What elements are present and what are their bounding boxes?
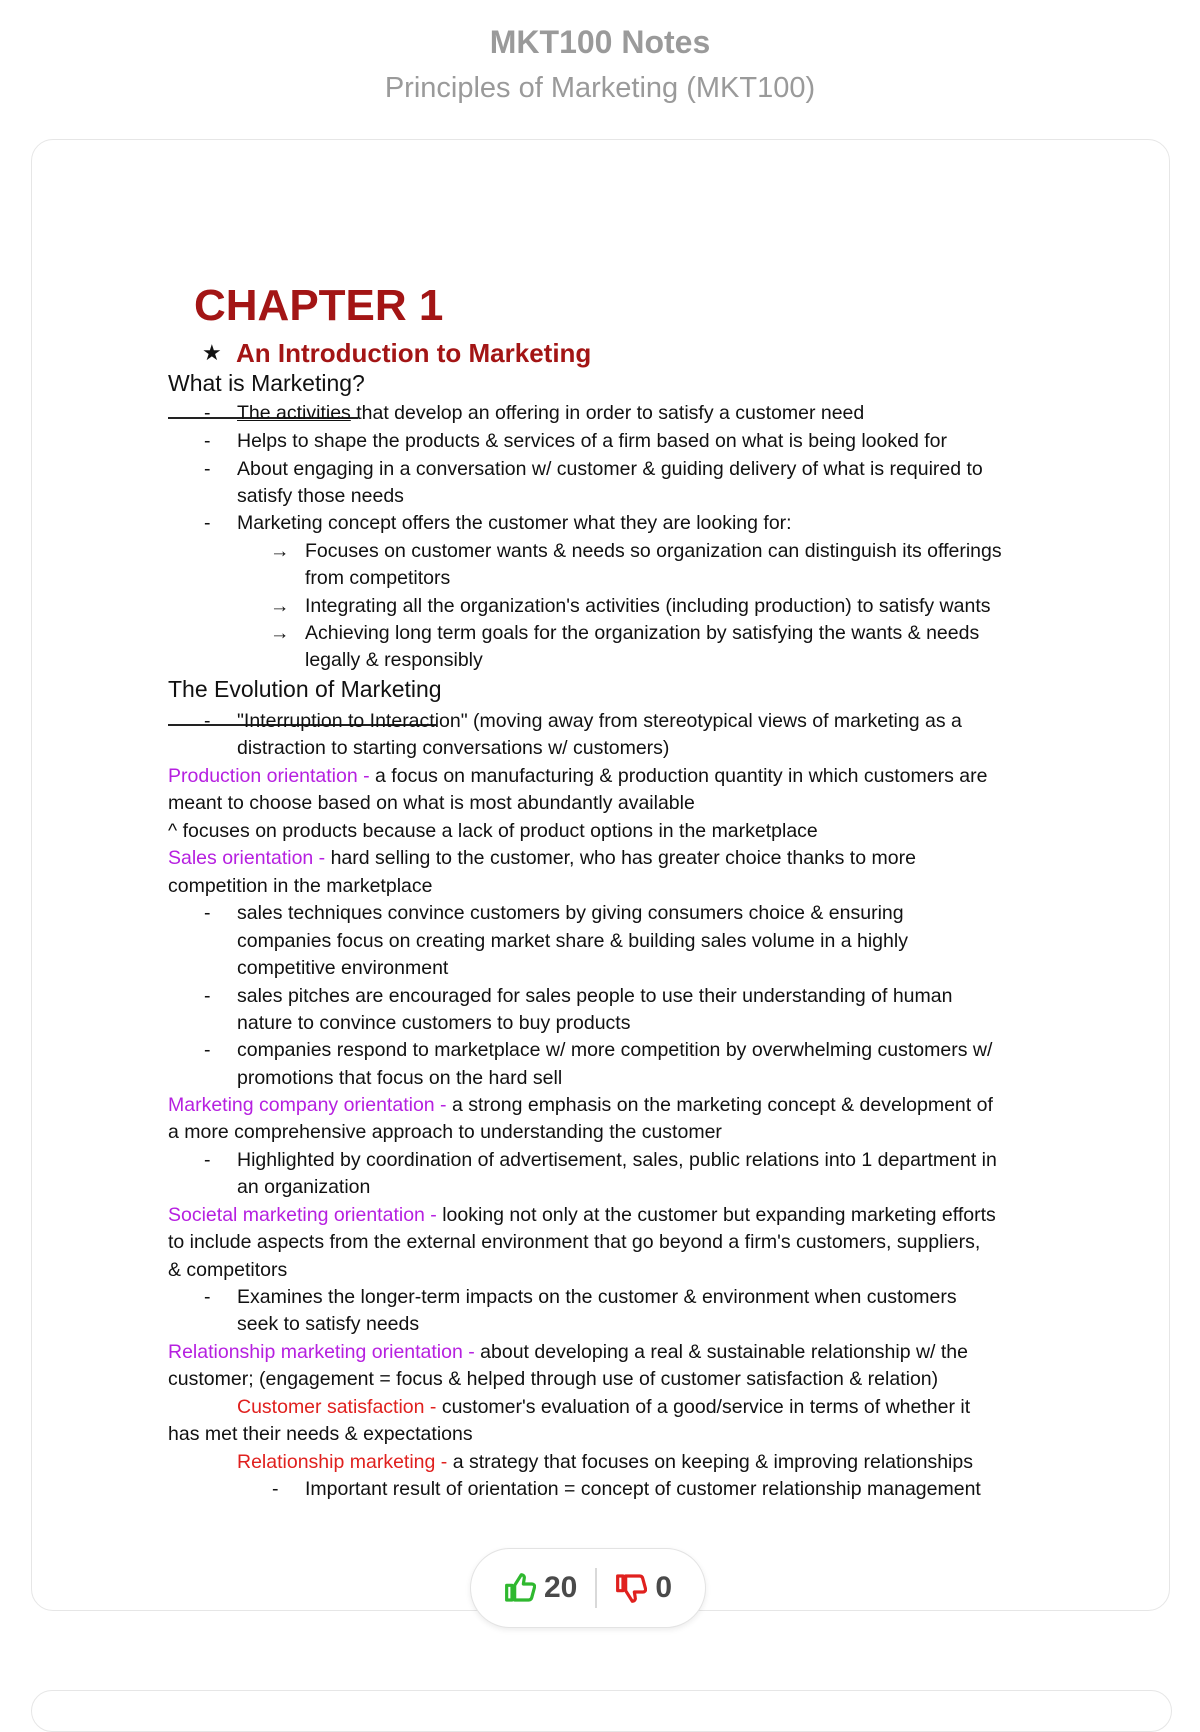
vote-widget <box>470 1548 706 1628</box>
list-item: - Helps to shape the products & services of a firm based on what is being looked for <box>237 428 947 456</box>
definition-continuation: competition in the marketplace <box>168 875 433 897</box>
list-item-continuation: distraction to starting conversations w/ customers) <box>237 737 670 759</box>
next-page-card <box>31 1690 1172 1732</box>
dash-bullet: - <box>204 458 211 480</box>
arrow-list-item-continuation: from competitors <box>305 567 451 589</box>
dash-bullet: - <box>204 1149 211 1171</box>
definition-sales-orientation: Sales orientation - hard selling to the customer, who has greater choice thanks to more <box>168 847 916 869</box>
arrow-right-icon: → <box>270 595 290 617</box>
list-item: - companies respond to marketplace w/ more competition by overwhelming customers w/ <box>237 1037 992 1065</box>
dash-bullet: - <box>204 1039 211 1061</box>
definition-marketing-company-orientation: Marketing company orientation - a strong emphasis on the marketing concept & development of <box>168 1094 993 1116</box>
upvote-button[interactable] <box>504 1571 577 1605</box>
downvote-count: 0 <box>655 1571 673 1604</box>
arrow-right-icon: → <box>270 540 290 562</box>
arrow-list-item: → Focuses on customer wants & needs so organization can distinguish its offerings <box>305 538 1002 566</box>
subheading-what-is-marketing: What is Marketing? <box>168 370 365 396</box>
dash-bullet: - <box>204 1286 211 1308</box>
list-item: - The activities that develop an offering in order to satisfy a customer need <box>237 400 864 428</box>
definition-continuation: a more comprehensive approach to understanding the customer <box>168 1121 722 1143</box>
list-item: - Important result of orientation = concept of customer relationship management <box>305 1476 981 1504</box>
thumbs-up-icon <box>504 1572 536 1604</box>
dash-bullet: - <box>204 512 211 534</box>
definition-continuation: & competitors <box>168 1259 288 1281</box>
section-heading: An Introduction to Marketing <box>236 337 592 368</box>
list-item: - sales pitches are encouraged for sales people to use their understanding of human <box>237 983 952 1011</box>
list-item-continuation: seek to satisfy needs <box>237 1313 420 1335</box>
definition-continuation: to include aspects from the external environment that go beyond a firm's customers, suppliers, <box>168 1231 981 1253</box>
definition-relationship-marketing: Relationship marketing - a strategy that focuses on keeping & improving relationships <box>237 1451 973 1473</box>
definition-production-orientation: Production orientation - a focus on manufacturing & production quantity in which customers are <box>168 765 988 787</box>
list-item-continuation: competitive environment <box>237 957 449 979</box>
vote-divider <box>595 1568 597 1608</box>
list-item-continuation: an organization <box>237 1176 371 1198</box>
definition-societal-marketing-orientation: Societal marketing orientation - looking not only at the customer but expanding marketing efforts <box>168 1204 996 1226</box>
dash-bullet: - <box>204 985 211 1007</box>
arrow-list-item: → Integrating all the organization's activities (including production) to satisfy wants <box>305 593 991 621</box>
course-subtitle[interactable]: Principles of Marketing (MKT100) <box>384 72 816 104</box>
list-item-continuation: nature to convince customers to buy products <box>237 1012 631 1034</box>
list-item: - Marketing concept offers the customer what they are looking for: <box>237 510 792 538</box>
definition-continuation: meant to choose based on what is most abundantly available <box>168 792 695 814</box>
list-item: - sales techniques convince customers by giving consumers choice & ensuring <box>237 900 904 928</box>
list-item: - "Interruption to Interaction" (moving away from stereotypical views of marketing as a <box>237 708 962 736</box>
list-item: - About engaging in a conversation w/ customer & guiding delivery of what is required to <box>237 456 983 484</box>
star-bullet-icon: ★ <box>202 340 222 365</box>
list-item: - Highlighted by coordination of advertisement, sales, public relations into 1 department in <box>237 1147 997 1175</box>
chapter-heading: CHAPTER 1 <box>194 281 444 330</box>
upvote-count: 20 <box>543 1571 578 1604</box>
dash-bullet: - <box>272 1478 279 1500</box>
list-item-continuation: promotions that focus on the hard sell <box>237 1067 563 1089</box>
dash-bullet: - <box>204 902 211 924</box>
arrow-right-icon: → <box>270 622 290 644</box>
definition-relationship-marketing-orientation: Relationship marketing orientation - about developing a real & sustainable relationship w/ the <box>168 1341 968 1363</box>
downvote-button[interactable] <box>615 1571 672 1605</box>
dash-bullet: - <box>204 430 211 452</box>
list-item-continuation: satisfy those needs <box>237 485 404 507</box>
document-title: MKT100 Notes <box>489 24 711 60</box>
note-line: ^ focuses on products because a lack of product options in the marketplace <box>168 820 818 842</box>
definition-continuation: customer; (engagement = focus & helped through use of customer satisfaction & relation) <box>168 1368 939 1390</box>
dash-bullet: - <box>204 402 211 424</box>
dash-bullet: - <box>204 710 211 732</box>
arrow-list-item-continuation: legally & responsibly <box>305 649 483 671</box>
definition-continuation: has met their needs & expectations <box>168 1423 473 1445</box>
arrow-list-item: → Achieving long term goals for the organization by satisfying the wants & needs <box>305 620 979 648</box>
thumbs-down-icon <box>615 1572 647 1604</box>
section-heading-row <box>202 335 591 371</box>
subheading-evolution-of-marketing: The Evolution of Marketing <box>168 676 442 702</box>
definition-customer-satisfaction: Customer satisfaction - customer's evaluation of a good/service in terms of whether it <box>237 1396 971 1418</box>
list-item: - Examines the longer-term impacts on the customer & environment when customers <box>237 1284 957 1312</box>
list-item-continuation: companies focus on creating market share & building sales volume in a highly <box>237 930 908 952</box>
